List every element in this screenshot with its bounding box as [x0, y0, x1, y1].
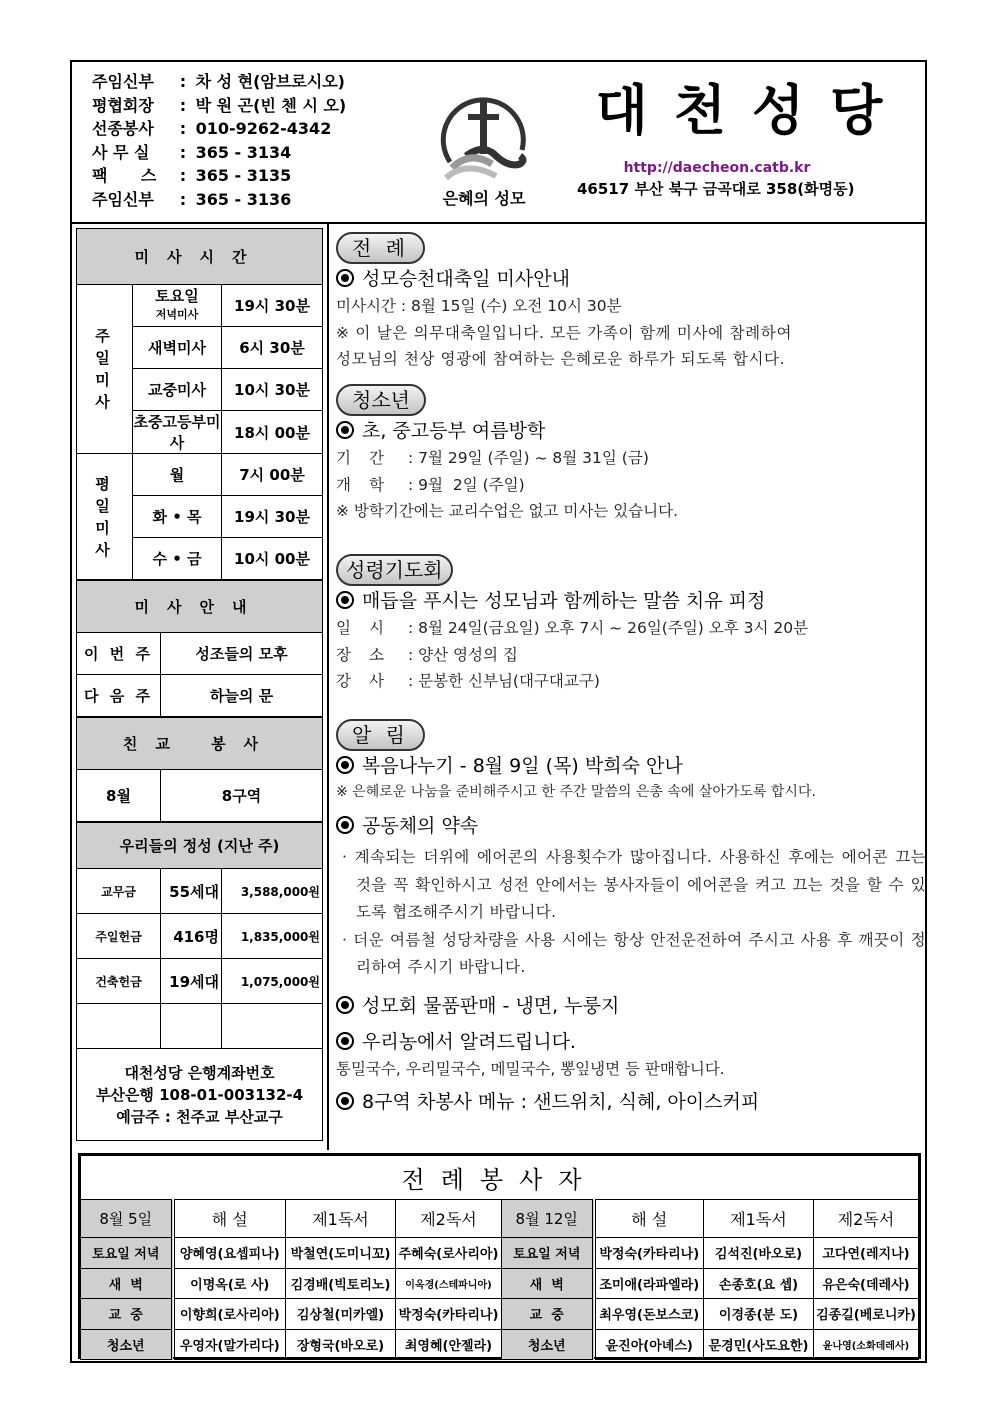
- info-value: 010-9262-4342: [195, 119, 332, 138]
- column-divider: [327, 224, 329, 1150]
- servers-row: [81, 1238, 919, 1269]
- bullet-radio-icon: [336, 269, 354, 287]
- section-spirit: [336, 554, 926, 719]
- spirit-place: [336, 642, 926, 669]
- col-reading1: 제1독서: [704, 1200, 814, 1238]
- place-value: : 양산 영성의 집: [408, 645, 518, 664]
- mass-label: 새 벽: [81, 1268, 173, 1299]
- bank-holder: 예금주 : 천주교 부산교구: [116, 1107, 283, 1126]
- mass-time: 7시 00분: [222, 454, 323, 496]
- offering-name: 교무금: [77, 869, 161, 914]
- info-label: 주임신부: [92, 72, 154, 91]
- info-label: 팩 스: [92, 166, 157, 185]
- period-value: : 7월 29일 (주일) ~ 8월 31일 (금): [408, 449, 649, 467]
- col-reading1: 제1독서: [286, 1200, 396, 1238]
- info-value: 365 - 3135: [195, 166, 292, 185]
- server-cell: 최우영(돈보스코): [594, 1299, 704, 1330]
- date-value: : 8월 24일(금요일) 오후 7시 ~ 26일(주일) 오후 3시 20분: [408, 619, 809, 637]
- speaker-label: 강사: [336, 672, 402, 690]
- notice-item2-bullet1: · 계속되는 더위에 에어콘의 사용횟수가 많아집니다. 사용하신 후에는 에어콘 끄는 것을 꼭 확인하시고 성전 안에서는 봉사자들이 에어콘을 켜고 끄는 것을 할 수 있도록 협조해주시기 바랍니다.: [342, 848, 926, 921]
- server-cell: 고다연(레지나): [814, 1238, 919, 1269]
- server-cell: 김상철(미카엘): [286, 1299, 396, 1330]
- right-column: [336, 232, 926, 1116]
- sunday-mass-group: [77, 285, 133, 454]
- mass-time: 19시 30분: [222, 496, 323, 538]
- mass-time: 18시 00분: [222, 411, 323, 454]
- info-sep: :: [179, 189, 187, 209]
- liturgy-servers: [78, 1153, 921, 1359]
- mass-label: 청소년: [502, 1329, 594, 1360]
- bullet-radio-icon: [336, 996, 354, 1014]
- week1-date: 8월 5일: [81, 1200, 173, 1238]
- open-label: 개학: [336, 475, 402, 494]
- info-label: 사 무 실: [92, 142, 150, 162]
- notice-item1-note: ※ 은혜로운 나눔을 준비해주시고 한 주간 말씀의 은총 속에 살아가도록 합시다.: [336, 784, 816, 800]
- offering-table: [76, 822, 323, 1141]
- notice-item2-bullet2: · 더운 여름철 성당차량을 사용 시에는 항상 안전운전하여 주시고 사용 후 깨끗이 정리하여 주시기 바랍니다.: [342, 930, 926, 976]
- server-cell: 장형국(바오로): [286, 1329, 396, 1360]
- notice-item3-heading: [336, 992, 926, 1020]
- servers-table: [80, 1155, 919, 1360]
- offering-name: 주일헌금: [77, 914, 161, 959]
- youth-period: [336, 445, 926, 472]
- server-cell: 최영혜(안젤라): [396, 1329, 502, 1360]
- col-commentary: 해 설: [173, 1200, 286, 1238]
- offering-count: 416명: [161, 914, 222, 959]
- sunday-group-label: 주 일 미 사: [95, 327, 114, 411]
- bullet-radio-icon: [336, 421, 354, 439]
- mass-name: 월: [133, 454, 222, 496]
- heading-text: 우리농에서 알려드립니다.: [362, 1030, 576, 1053]
- server-cell: 김종길(베로니카): [814, 1299, 919, 1330]
- parish-logo: [434, 84, 534, 214]
- youth-note: ※ 방학기간에는 교리수업은 없고 미사는 있습니다.: [336, 502, 679, 520]
- weekday-mass-group: [77, 454, 133, 580]
- volunteer-group: 8구역: [161, 770, 323, 822]
- offering-name: 건축헌금: [77, 959, 161, 1004]
- heading-text: 초, 중고등부 여름방학: [362, 420, 546, 442]
- server-cell: 이옥경(스테파니아): [396, 1268, 502, 1299]
- mass-time: 6시 30분: [222, 327, 323, 369]
- offering-count: [161, 1004, 222, 1049]
- heading-text: 매듭을 푸시는 성모님과 함께하는 말씀 치유 피정: [362, 590, 766, 612]
- bullet-radio-icon: [336, 756, 354, 774]
- mass-label: 교 중: [502, 1299, 594, 1330]
- info-sep: :: [179, 72, 187, 91]
- open-value: : 9월 2일 (주일): [408, 475, 525, 494]
- parish-title: 대천성당: [595, 79, 909, 142]
- bullet-radio-icon: [336, 816, 354, 834]
- heading-text: 복음나누기 - 8월 9일 (목) 박희숙 안나: [362, 755, 683, 777]
- section-tag-notice: 알 림: [336, 719, 425, 751]
- info-label: 평협회장: [92, 95, 154, 115]
- mass-label: 청소년: [81, 1329, 173, 1360]
- mass-name: 수 • 금: [133, 538, 222, 580]
- week2-date: 8월 12일: [502, 1200, 594, 1238]
- bullet-radio-icon: [336, 591, 354, 609]
- info-row-funeral: [92, 117, 346, 141]
- server-cell: 윤진아(아녜스): [594, 1329, 704, 1360]
- info-label: 주임신부: [92, 189, 154, 209]
- notice-item4-text: 통밀국수, 우리밀국수, 메밀국수, 뽕잎냉면 등 판매합니다.: [336, 1059, 725, 1078]
- volunteer-table: [76, 717, 323, 822]
- mass-name: 화 • 목: [133, 496, 222, 538]
- offering-count: 19세대: [161, 959, 222, 1004]
- section-tag-prayer: 성령기도회: [336, 554, 453, 586]
- section-liturgy: [336, 232, 926, 384]
- info-sep: :: [179, 95, 187, 115]
- servers-title: 전례봉사자: [81, 1156, 919, 1200]
- server-cell: 이향희(로사리아): [173, 1299, 286, 1330]
- mass-time: 10시 30분: [222, 369, 323, 411]
- info-value: 365 - 3134: [195, 142, 292, 162]
- info-row-pastor: [92, 70, 346, 94]
- info-label: 선종봉사: [92, 119, 154, 138]
- server-cell: 우영자(말가리다): [173, 1329, 286, 1360]
- server-cell: 이명옥(로 사): [173, 1268, 286, 1299]
- server-cell: 박정숙(카타리나): [396, 1299, 502, 1330]
- liturgy-line3: 성모님의 천상 영광에 참여하는 은혜로운 하루가 되도록 합시다.: [336, 350, 786, 368]
- mass-label: 토요일 저녁: [81, 1238, 173, 1269]
- mass-label: 교 중: [81, 1299, 173, 1330]
- info-value: 차 성 현(암브로시오): [195, 72, 345, 91]
- server-cell: 이경종(분 도): [704, 1299, 814, 1330]
- offering-amount: [222, 1004, 323, 1049]
- guide-value: 하늘의 문: [161, 675, 323, 717]
- mass-time: 19시 30분: [222, 285, 323, 327]
- server-cell: 김경배(빅토리노): [286, 1268, 396, 1299]
- youth-open: [336, 472, 926, 499]
- server-cell: 주혜숙(로사리아): [396, 1238, 502, 1269]
- header: [72, 62, 925, 224]
- col-reading2: 제2독서: [396, 1200, 502, 1238]
- heading-text: 공동체의 약속: [362, 815, 479, 837]
- volunteer-month: 8월: [77, 770, 161, 822]
- server-cell: 유은숙(데레사): [814, 1268, 919, 1299]
- notice-item1-heading: [336, 752, 926, 780]
- mass-label: 새 벽: [502, 1268, 594, 1299]
- section-youth: [336, 384, 926, 554]
- notice-item5-heading: [336, 1088, 926, 1116]
- spirit-speaker: [336, 668, 926, 695]
- youth-heading: [336, 417, 926, 445]
- mass-name-line1: 토요일: [155, 287, 199, 305]
- offering-name: [77, 1004, 161, 1049]
- bank-title: 대천성당 은행계좌번호: [124, 1063, 275, 1082]
- date-label: 일시: [336, 619, 402, 637]
- info-sep: :: [179, 142, 187, 162]
- weekday-group-label: 평 일 미 사: [95, 474, 114, 559]
- offering-header: 우리들의 정성 (지난 주): [77, 823, 323, 869]
- parish-address: 46517 부산 북구 금곡대로 358(화명동): [577, 180, 855, 198]
- section-notice: [336, 719, 926, 1116]
- mass-label: 토요일 저녁: [502, 1238, 594, 1269]
- server-cell: 손종호(요 셉): [704, 1268, 814, 1299]
- bulletin-page: [70, 60, 927, 1363]
- heading-text: 8구역 차봉사 메뉴 : 샌드위치, 식혜, 아이스커피: [362, 1091, 760, 1113]
- mass-name: [133, 285, 222, 327]
- liturgy-line2: ※ 이 날은 의무대축일입니다. 모든 가족이 함께 미사에 참례하여: [336, 323, 793, 342]
- server-cell: 조미애(라파엘라): [594, 1268, 704, 1299]
- mass-guide-header: 미사안내: [77, 581, 323, 633]
- period-label: 기간: [336, 449, 402, 467]
- servers-row: [81, 1299, 919, 1330]
- info-value: 365 - 3136: [195, 189, 292, 209]
- info-row-pastor-phone: [92, 188, 346, 212]
- speaker-value: : 문봉한 신부님(대구대교구): [408, 672, 600, 690]
- offering-amount: 1,075,000원: [222, 959, 323, 1004]
- servers-row: [81, 1268, 919, 1299]
- mass-time: 10시 00분: [222, 538, 323, 580]
- parish-url-link[interactable]: http://daecheon.catb.kr: [623, 160, 811, 176]
- info-row-office: [92, 141, 346, 165]
- bullet-radio-icon: [336, 1092, 354, 1110]
- section-tag-youth: 청소년: [336, 384, 426, 416]
- col-commentary: 해 설: [594, 1200, 704, 1238]
- guide-label: 이 번 주: [77, 633, 161, 675]
- info-sep: :: [179, 166, 187, 185]
- col-reading2: 제2독서: [814, 1200, 919, 1238]
- bullet-radio-icon: [336, 1032, 354, 1050]
- server-cell: 양혜영(요셉피나): [173, 1238, 286, 1269]
- info-row-fax: [92, 164, 346, 188]
- cross-wave-logo-icon: [436, 84, 532, 184]
- left-column: [76, 228, 323, 1141]
- mass-name: 교중미사: [133, 369, 222, 411]
- parish-info: [92, 70, 346, 211]
- offering-count: 55세대: [161, 869, 222, 914]
- guide-value: 성조들의 모후: [161, 633, 323, 675]
- info-value: 박 원 곤(빈 첸 시 오): [195, 95, 347, 115]
- spirit-heading: [336, 587, 926, 615]
- mass-times-header: 미사시간: [77, 229, 323, 285]
- spirit-date: [336, 615, 926, 642]
- notice-item4-heading: [336, 1028, 926, 1056]
- info-row-council: [92, 94, 346, 118]
- server-cell: 문경민(사도요한): [704, 1329, 814, 1360]
- server-cell: 박철연(도미니꼬): [286, 1238, 396, 1269]
- logo-caption: 은혜의 성모: [442, 189, 526, 208]
- server-cell: 박정숙(카타리나): [594, 1238, 704, 1269]
- liturgy-heading: [336, 265, 926, 293]
- offering-amount: 1,835,000원: [222, 914, 323, 959]
- notice-item2-heading: [336, 812, 926, 840]
- volunteer-header: 친교 봉사: [77, 718, 323, 770]
- bank-info: [77, 1049, 323, 1141]
- mass-name: 초중고등부미사: [133, 411, 222, 454]
- servers-row: [81, 1329, 919, 1360]
- liturgy-line1: 미사시간 : 8월 15일 (수) 오전 10시 30분: [336, 297, 622, 315]
- info-sep: :: [179, 119, 187, 138]
- section-tag-liturgy: 전 례: [336, 232, 425, 264]
- guide-label: 다 음 주: [77, 675, 161, 717]
- heading-text: 성모승천대축일 미사안내: [362, 268, 570, 290]
- mass-guide-table: [76, 580, 323, 717]
- server-cell: 김석진(바오로): [704, 1238, 814, 1269]
- heading-text: 성모회 물품판매 - 냉면, 누룽지: [362, 994, 620, 1017]
- mass-times-table: [76, 228, 323, 580]
- server-cell: 윤나영(소화데레사): [814, 1329, 919, 1360]
- mass-name-line2: 저녁미사: [155, 308, 199, 321]
- place-label: 장소: [336, 645, 402, 664]
- offering-amount: 3,588,000원: [222, 869, 323, 914]
- bank-account: 부산은행 108-01-003132-4: [95, 1085, 304, 1104]
- mass-name: 새벽미사: [133, 327, 222, 369]
